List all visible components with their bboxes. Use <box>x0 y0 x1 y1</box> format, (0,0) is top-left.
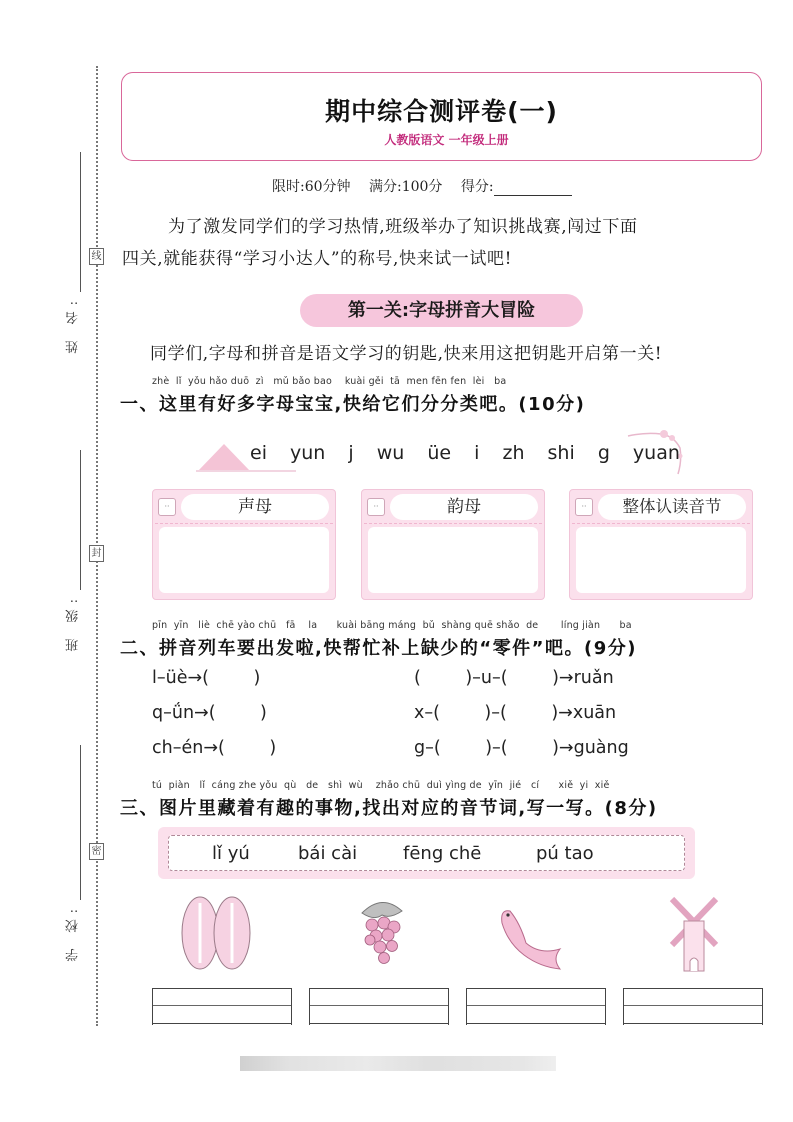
word-item: lǐ yú <box>212 843 250 864</box>
answer-area-whole-syllables[interactable] <box>576 527 746 593</box>
q1-text: 一、这里有好多字母宝宝,快给它们分分类吧。(10分) <box>120 394 586 415</box>
category-box-initials <box>152 489 336 600</box>
letter-item: yun <box>290 442 326 464</box>
level1-title: 第一关:字母拼音大冒险 <box>300 294 583 327</box>
name-field-line[interactable] <box>80 152 81 292</box>
intro-line-2: 四关,就能获得“学习小达人”的称号,快来试一试吧! <box>122 249 513 269</box>
q2-pinyin: pīn yīn liè chē yào chū fā la kuài bāng máng bǔ shàng quē shǎo de líng jiàn ba <box>152 620 632 631</box>
notebook-icon: ·· <box>158 498 176 516</box>
q3-text: 三、图片里藏着有趣的事物,找出对应的音节词,写一写。(8分) <box>120 798 658 819</box>
category-box-finals <box>361 489 545 600</box>
word-item: fēng chē <box>403 843 482 864</box>
school-field-line[interactable] <box>80 745 81 900</box>
question-3 <box>120 780 658 820</box>
q1-pinyin: zhè lǐ yǒu hǎo duō zì mǔ bǎo bao kuài gěi tā men fēn fen lèi ba <box>152 376 507 387</box>
spell-item[interactable]: ( )–u–( )→ruǎn <box>414 668 614 688</box>
page-title: 期中综合测评卷(一) <box>325 97 558 126</box>
windmill-icon <box>664 893 744 973</box>
category-label: 整体认读音节 <box>598 494 746 520</box>
spell-item[interactable]: g–( )–( )→guàng <box>414 738 629 758</box>
letter-item: shi <box>547 442 575 464</box>
q2-text: 二、拼音列车要出发啦,快帮忙补上缺少的“零件”吧。(9分) <box>120 638 637 659</box>
page-subtitle: 人教版语文 一年级上册 <box>384 133 509 147</box>
answer-lines-windmill[interactable] <box>623 988 763 1025</box>
letter-item: ei <box>250 442 267 464</box>
category-label: 韵母 <box>390 494 538 520</box>
spell-item[interactable]: q–ǘn→( ) <box>152 703 267 723</box>
letter-list <box>250 442 680 464</box>
word-item: pú tao <box>536 843 594 864</box>
spell-item[interactable]: ch–én→( ) <box>152 738 277 758</box>
letter-item: g <box>597 442 610 464</box>
category-label: 声母 <box>181 494 329 520</box>
level1-intro: 同学们,字母和拼音是语文学习的钥匙,快来用这把钥匙开启第一关! <box>150 344 663 364</box>
divider <box>155 523 333 524</box>
school-label: 学 校: <box>66 903 81 962</box>
blurred-footer <box>240 1056 556 1071</box>
letter-item: j <box>348 442 354 464</box>
answer-area-finals[interactable] <box>368 527 538 593</box>
mountain-icon <box>198 444 250 471</box>
full-score: 满分:100分 <box>368 179 443 195</box>
title-box <box>121 72 762 161</box>
seal-mark-seal: 封 <box>89 545 104 562</box>
question-2 <box>120 620 637 660</box>
exam-meta <box>272 176 586 196</box>
word-item: bái cài <box>298 843 358 864</box>
mountain-base-decoration <box>196 470 296 472</box>
answer-lines-fish[interactable] <box>466 988 606 1025</box>
grapes-icon <box>342 893 422 973</box>
notebook-icon: ·· <box>367 498 385 516</box>
time-limit: 限时:60分钟 <box>272 179 351 195</box>
score-field[interactable] <box>494 182 572 196</box>
letter-item: üe <box>427 442 452 464</box>
name-label: 姓 名: <box>66 295 81 354</box>
answer-lines-grapes[interactable] <box>309 988 449 1025</box>
score-label: 得分: <box>460 179 494 195</box>
seal-mark-line: 线 <box>89 248 104 265</box>
q3-pinyin: tú piàn lǐ cáng zhe yǒu qù de shì wù zhǎo chū duì yìng de yīn jié cí xiě yi xiě <box>152 780 610 791</box>
spell-item[interactable]: x–( )–( )→xuān <box>414 703 617 723</box>
question-1 <box>120 376 585 416</box>
divider <box>364 523 542 524</box>
class-label: 班 级: <box>66 593 81 652</box>
cabbage-icon <box>176 893 256 973</box>
answer-area-initials[interactable] <box>159 527 329 593</box>
seal-mark-secret: 密 <box>89 843 104 860</box>
carp-fish-icon <box>490 893 570 973</box>
answer-lines-cabbage[interactable] <box>152 988 292 1025</box>
letter-item: zh <box>502 442 525 464</box>
category-box-whole-syllables <box>569 489 753 600</box>
letter-item: yuan <box>632 442 680 464</box>
intro-line-1: 为了激发同学们的学习热情,班级举办了知识挑战赛,闯过下面 <box>168 217 638 237</box>
spell-item[interactable]: l–üè→( ) <box>152 668 261 688</box>
letter-item: wu <box>376 442 405 464</box>
class-field-line[interactable] <box>80 450 81 590</box>
notebook-icon: ·· <box>575 498 593 516</box>
letter-item: i <box>474 442 480 464</box>
divider <box>572 523 750 524</box>
